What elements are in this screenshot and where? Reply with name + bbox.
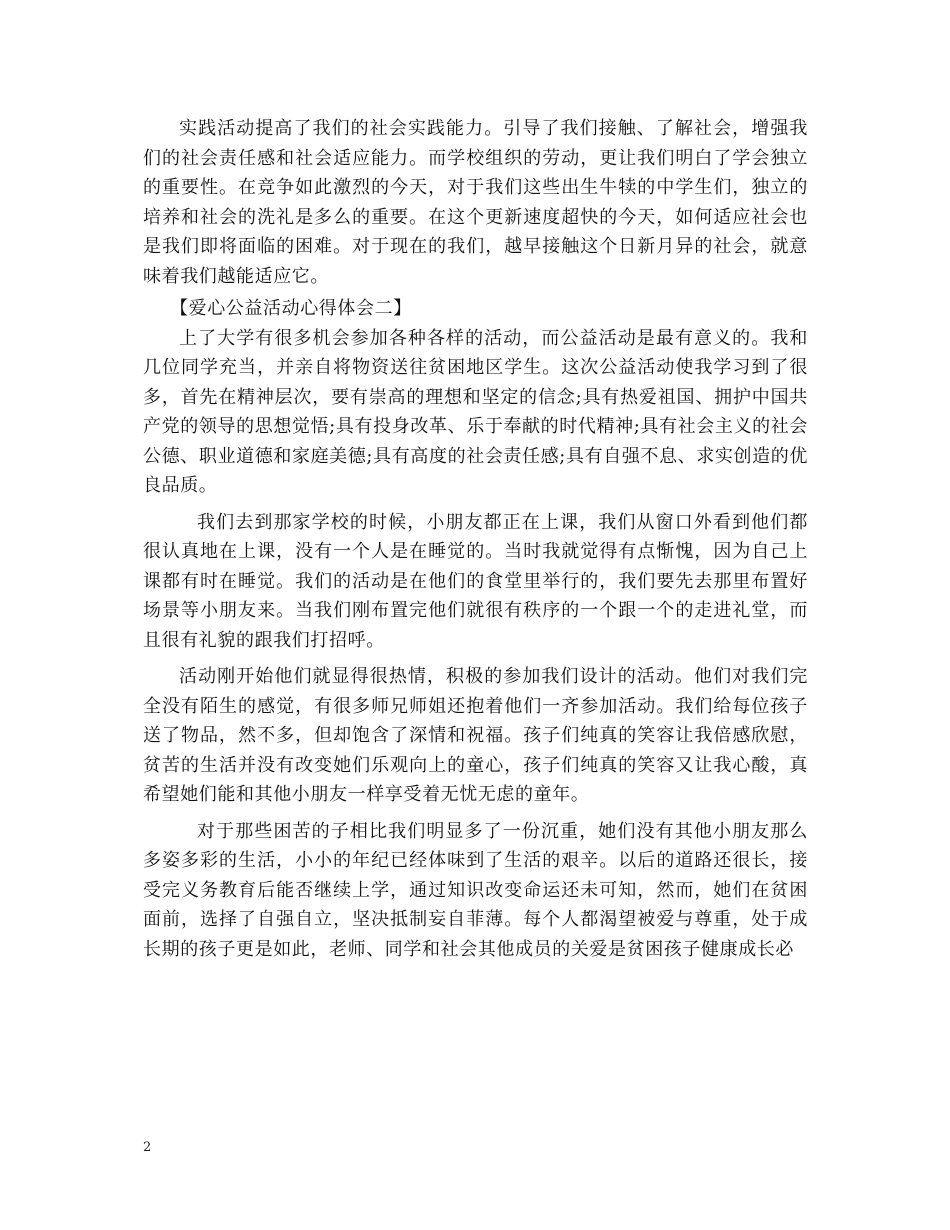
section-heading: 【爱心公益活动心得体会二】 <box>170 298 412 319</box>
paragraph-activity-start: 活动刚开始他们就显得很热情，积极的参加我们设计的活动。他们对我们完全没有陌生的感觉，有很多师兄师姐还抱着他们一齐参加活动。我们给每位孩子送了物品，然不多，但却饱含了深情和祝福。孩子们纯真的笑容让我倍感欣慰，贫苦的生活并没有改变她们乐观向上的童心，孩子们纯真的笑容又让我心酸，真希望她们能和其他小朋友一样享受着无忧无虑的童年。 <box>143 666 808 805</box>
page-number: 2 <box>143 1140 152 1155</box>
paragraph-social-practice: 实践活动提高了我们的社会实践能力。引导了我们接触、了解社会，增强我们的社会责任感和社会适应能力。而学校组织的劳动，更让我们明白了学会独立的重要性。在竞争如此激烈的今天，对于我们这些出生牛犊的中学生们，独立的培养和社会的洗礼是多么的重要。在这个更新速度超快的今天，如何适应社会也是我们即将面临的困难。对于现在的我们，越早接触这个日新月异的社会，就意味着我们越能适应它。 <box>143 118 808 287</box>
document-body <box>143 114 808 964</box>
paragraph-hardship: 对于那些困苦的子相比我们明显多了一份沉重，她们没有其他小朋友那么多姿多彩的生活，小小的年纪已经体味到了生活的艰辛。以后的道路还很长，接受完义务教育后能否继续上学，通过知识改变命运还未可知，然而，她们在贫困面前，选择了自强自立，坚决抵制妄自菲薄。每个人都渴望被爱与尊重，处于成长期的孩子更是如此，老师、同学和社会其他成员的关爱是贫困孩子健康成长必 <box>143 820 808 960</box>
paragraph-college-activities: 上了大学有很多机会参加各种各样的活动，而公益活动是最有意义的。我和几位同学充当，并亲自将物资送往贫困地区学生。这次公益活动使我学习到了很多，首先在精神层次，要有崇高的理想和坚定的信念;具有热爱祖国、拥护中国共产党的领导的思想觉悟;具有投身改革、乐于奉献的时代精神;具有社会主义的社会公德、职业道德和家庭美德;具有高度的社会责任感;具有自强不息、求实创造的优良品质。 <box>143 327 808 496</box>
paragraph-school-visit: 我们去到那家学校的时候，小朋友都正在上课，我们从窗口外看到他们都很认真地在上课，没有一个人是在睡觉的。当时我就觉得有点惭愧，因为自己上课都有时在睡觉。我们的活动是在他们的食堂里举行的，我们要先去那里布置好场景等小朋友来。当我们刚布置完他们就很有秩序的一个跟一个的走进礼堂，而且很有礼貌的跟我们打招呼。 <box>143 511 808 651</box>
